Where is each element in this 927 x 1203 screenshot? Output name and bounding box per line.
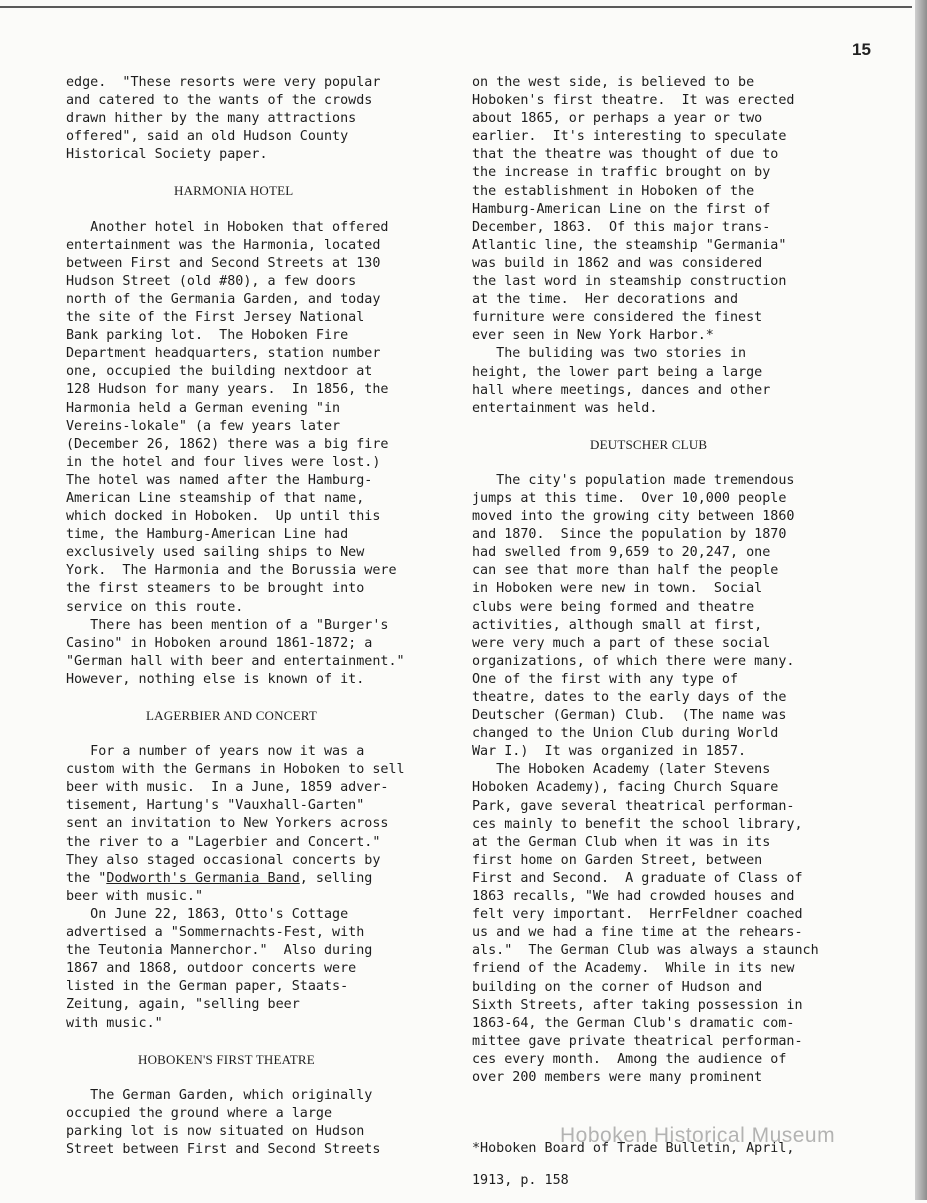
text-line: 1913, p. 158 — [472, 1172, 569, 1188]
text-line: The hotel was named after the Hamburg- — [66, 472, 373, 488]
text-line: entertainment was held. — [472, 400, 658, 416]
text-line: custom with the Germans in Hoboken to sell — [66, 762, 405, 778]
heading-first-theatre: HOBOKEN'S FIRST THEATRE — [138, 1051, 315, 1067]
page-number: 15 — [852, 40, 871, 59]
text-line: felt very important. HerrFeldner coached — [472, 907, 803, 923]
text-line: Harmonia held a German evening "in — [66, 400, 341, 416]
text-line: north of the Germania Garden, and today — [66, 291, 381, 307]
paragraph-first-theatre — [472, 74, 864, 418]
text-line: One of the first with any type of — [472, 671, 739, 687]
text-line: Sixth Streets, after taking possession in — [472, 997, 803, 1013]
text-line: activities, although small at first, — [472, 617, 763, 633]
text-line: jumps at this time. Over 10,000 people — [472, 490, 787, 506]
text-line: offered", said an old Hudson County — [66, 129, 349, 145]
text-line: beer with music. In a June, 1859 adver- — [66, 780, 389, 796]
text-line: about 1865, or perhaps a year or two — [472, 111, 763, 127]
text-line: There has been mention of a "Burger's — [66, 617, 389, 633]
text-line: Zeitung, again, "selling beer — [66, 997, 300, 1013]
text-line: mittee gave private theatrical performan- — [472, 1033, 803, 1049]
text-line: First and Second. A graduate of Class of — [472, 870, 803, 886]
text-line: that the theatre was thought of due to — [472, 147, 779, 163]
text-line: tisement, Hartung's "Vauxhall-Garten" — [66, 798, 365, 814]
text-line: They also staged occasional concerts by — [66, 852, 381, 868]
text-line: the site of the First Jersey National — [66, 310, 365, 326]
text-line: height, the lower part being a large — [472, 364, 763, 380]
text-line: time, the Hamburg-American Line had — [66, 527, 349, 543]
text-line: The city's population made tremendous — [472, 472, 795, 488]
text-line: theatre, dates to the early days of the — [472, 690, 787, 705]
text-line: The Hoboken Academy (later Stevens — [472, 762, 771, 778]
text-line: on the west side, is believed to be — [472, 75, 755, 90]
text-line: the first steamers to be brought into — [66, 581, 365, 597]
text-line: 1863-64, the German Club's dramatic com- — [472, 1015, 795, 1031]
text-line: Atlantic line, the steamship "Germania" — [472, 237, 787, 253]
text-line: drawn hither by the many attractions — [66, 111, 357, 127]
text-line: was build in 1862 and was considered — [472, 255, 763, 271]
text-line: However, nothing else is known of it. — [66, 671, 365, 687]
page-edge-shadow — [915, 0, 927, 1200]
text-line: 1867 and 1868, outdoor concerts were — [66, 961, 357, 977]
text-line: Street between First and Second Streets — [66, 1141, 381, 1157]
text-line: between First and Second Streets at 130 — [66, 255, 381, 271]
text-line: the increase in traffic brought on by — [472, 165, 771, 181]
text-line: ces every month. Among the audience of — [472, 1051, 787, 1067]
text-line: Department headquarters, station number — [66, 346, 381, 362]
text-line: Hudson Street (old #80), a few doors — [66, 273, 357, 289]
text-line: had swelled from 9,659 to 20,247, one — [472, 545, 771, 561]
text-line: 128 Hudson for many years. In 1856, the — [66, 382, 389, 398]
text-line: which docked in Hoboken. Up until this — [66, 509, 381, 525]
text-line: moved into the growing city between 1860 — [472, 509, 795, 525]
text-line: over 200 members were many prominent — [472, 1069, 763, 1085]
text-line: earlier. It's interesting to speculate — [472, 129, 787, 145]
text-line: Casino" in Hoboken around 1861-1872; a — [66, 635, 373, 651]
text-line: 1863 recalls, "We had crowded houses and — [472, 889, 795, 905]
text-line: exclusively used sailing ships to New — [66, 545, 365, 561]
text-line: clubs were being formed and theatre — [472, 599, 755, 615]
paragraph-harmonia — [66, 219, 436, 689]
right-column — [472, 74, 864, 1087]
text-line: and catered to the wants of the crowds — [66, 93, 373, 109]
text-line: ces mainly to benefit the school library, — [472, 816, 803, 832]
text-line: first home on Garden Street, between — [472, 852, 763, 868]
text-line: For a number of years now it was a — [66, 744, 365, 760]
text-line: Hamburg-American Line on the first of — [472, 201, 771, 217]
text-line: and 1870. Since the population by 1870 — [472, 527, 787, 543]
text-line: at the German Club when it was in its — [472, 834, 771, 850]
text-line: the last word in steamship construction — [472, 274, 787, 290]
text-line: were very much a part of these social — [472, 635, 771, 651]
text-line: War I.) It was organized in 1857. — [472, 744, 747, 760]
text-line: American Line steamship of that name, — [66, 490, 365, 506]
text-line: hall where meetings, dances and other — [472, 382, 771, 398]
text-line: The German Garden, which originally — [66, 1087, 373, 1103]
heading-harmonia-hotel: HARMONIA HOTEL — [174, 183, 294, 199]
text-line: December, 1863. Of this major trans- — [472, 219, 771, 235]
text-line: at the time. Her decorations and — [472, 292, 739, 308]
text-line: building on the corner of Hudson and — [472, 979, 763, 995]
text-line: can see that more than half the people — [472, 563, 779, 579]
top-edge-line — [0, 6, 912, 8]
text-line: advertised a "Sommernachts-Fest, with — [66, 925, 365, 941]
text-line: the establishment in Hoboken of the — [472, 183, 755, 199]
text-line: Bank parking lot. The Hoboken Fire — [66, 328, 349, 344]
text-line: (December 26, 1862) there was a big fire — [66, 436, 389, 452]
paragraph-lagerbier: For a number of years now it was a custom with the Germans in Hoboken to sell beer with music. In a June, 1859 adver- tisement, Hartung's "Vauxhall-Garten" sent an invitation to New Yorkers across the river to a "Lagerbier and Concert." They also staged occasional concerts by the "Dodworth's Germania Band, selling beer with music." On June 22, 1863, Otto's Cottage advertised a "Sommernachts-Fest, with the Teutonia Mannerchor." Also during 1867 and 1868, outdoor concerts were listed in the German paper, Staats- Zeitung, again, "selling beer with music." — [66, 743, 436, 1033]
text-line: Historical Society paper. — [66, 147, 268, 163]
text-line: organizations, of which there were many. — [472, 653, 795, 669]
text-line: Deutscher (German) Club. (The name was — [472, 708, 787, 724]
text-line: sent an invitation to New Yorkers across — [66, 816, 389, 832]
text-line: listed in the German paper, Staats- — [66, 979, 349, 995]
text-line: Hoboken Academy), facing Church Square — [472, 780, 779, 796]
text-line: Vereins-lokale" (a few years later — [66, 418, 341, 434]
text-line: service on this route. — [66, 599, 244, 615]
text-line: occupied the ground where a large — [66, 1105, 333, 1121]
underlined-band-name: Dodworth's Germania Band — [106, 870, 300, 886]
text-line: in the hotel and four lives were lost.) — [66, 454, 381, 470]
text-line: with music." — [66, 1015, 163, 1031]
text-line: the river to a "Lagerbier and Concert." — [66, 834, 381, 850]
text-line: friend of the Academy. While in its new — [472, 961, 795, 977]
text-line: entertainment was the Harmonia, located — [66, 237, 381, 253]
text-line: York. The Harmonia and the Borussia were — [66, 563, 397, 579]
left-column — [66, 74, 436, 1159]
text-line: beer with music." — [66, 888, 204, 904]
text-line: ever seen in New York Harbor.* — [472, 328, 714, 344]
text-line: the Teutonia Mannerchor." Also during — [66, 943, 373, 959]
text-line: changed to the Union Club during World — [472, 726, 779, 742]
text-line: als." The German Club was always a staunch — [472, 943, 819, 959]
text-line: parking lot is now situated on Hudson — [66, 1123, 365, 1139]
heading-lagerbier-concert: LAGERBIER AND CONCERT — [146, 708, 317, 723]
text-line: edge. "These resorts were very popular — [66, 75, 381, 90]
text-line: furniture were considered the finest — [472, 310, 763, 326]
text-line: "German hall with beer and entertainment." — [66, 653, 405, 669]
text-line: Park, gave several theatrical performan- — [472, 798, 795, 814]
paragraph-deutscher-club — [472, 472, 864, 1087]
text-line: Another hotel in Hoboken that offered — [66, 219, 389, 235]
text-line: Hoboken's first theatre. It was erected — [472, 93, 795, 109]
paragraph-german-garden — [66, 1087, 436, 1159]
heading-deutscher-club: DEUTSCHER CLUB — [590, 436, 708, 452]
watermark: Hoboken Historical Museum — [560, 1124, 836, 1147]
text-line: one, occupied the building nextdoor at — [66, 364, 373, 380]
paragraph-resorts — [66, 74, 436, 164]
text-line: On June 22, 1863, Otto's Cottage — [66, 906, 349, 922]
text-line: *Hoboken Board of Trade Bulletin, April, — [472, 1141, 795, 1157]
text-line: The buliding was two stories in — [472, 346, 747, 362]
text-line: us and we had a fine time at the rehears- — [472, 925, 803, 941]
text-line: in Hoboken were new in town. Social — [472, 581, 763, 597]
